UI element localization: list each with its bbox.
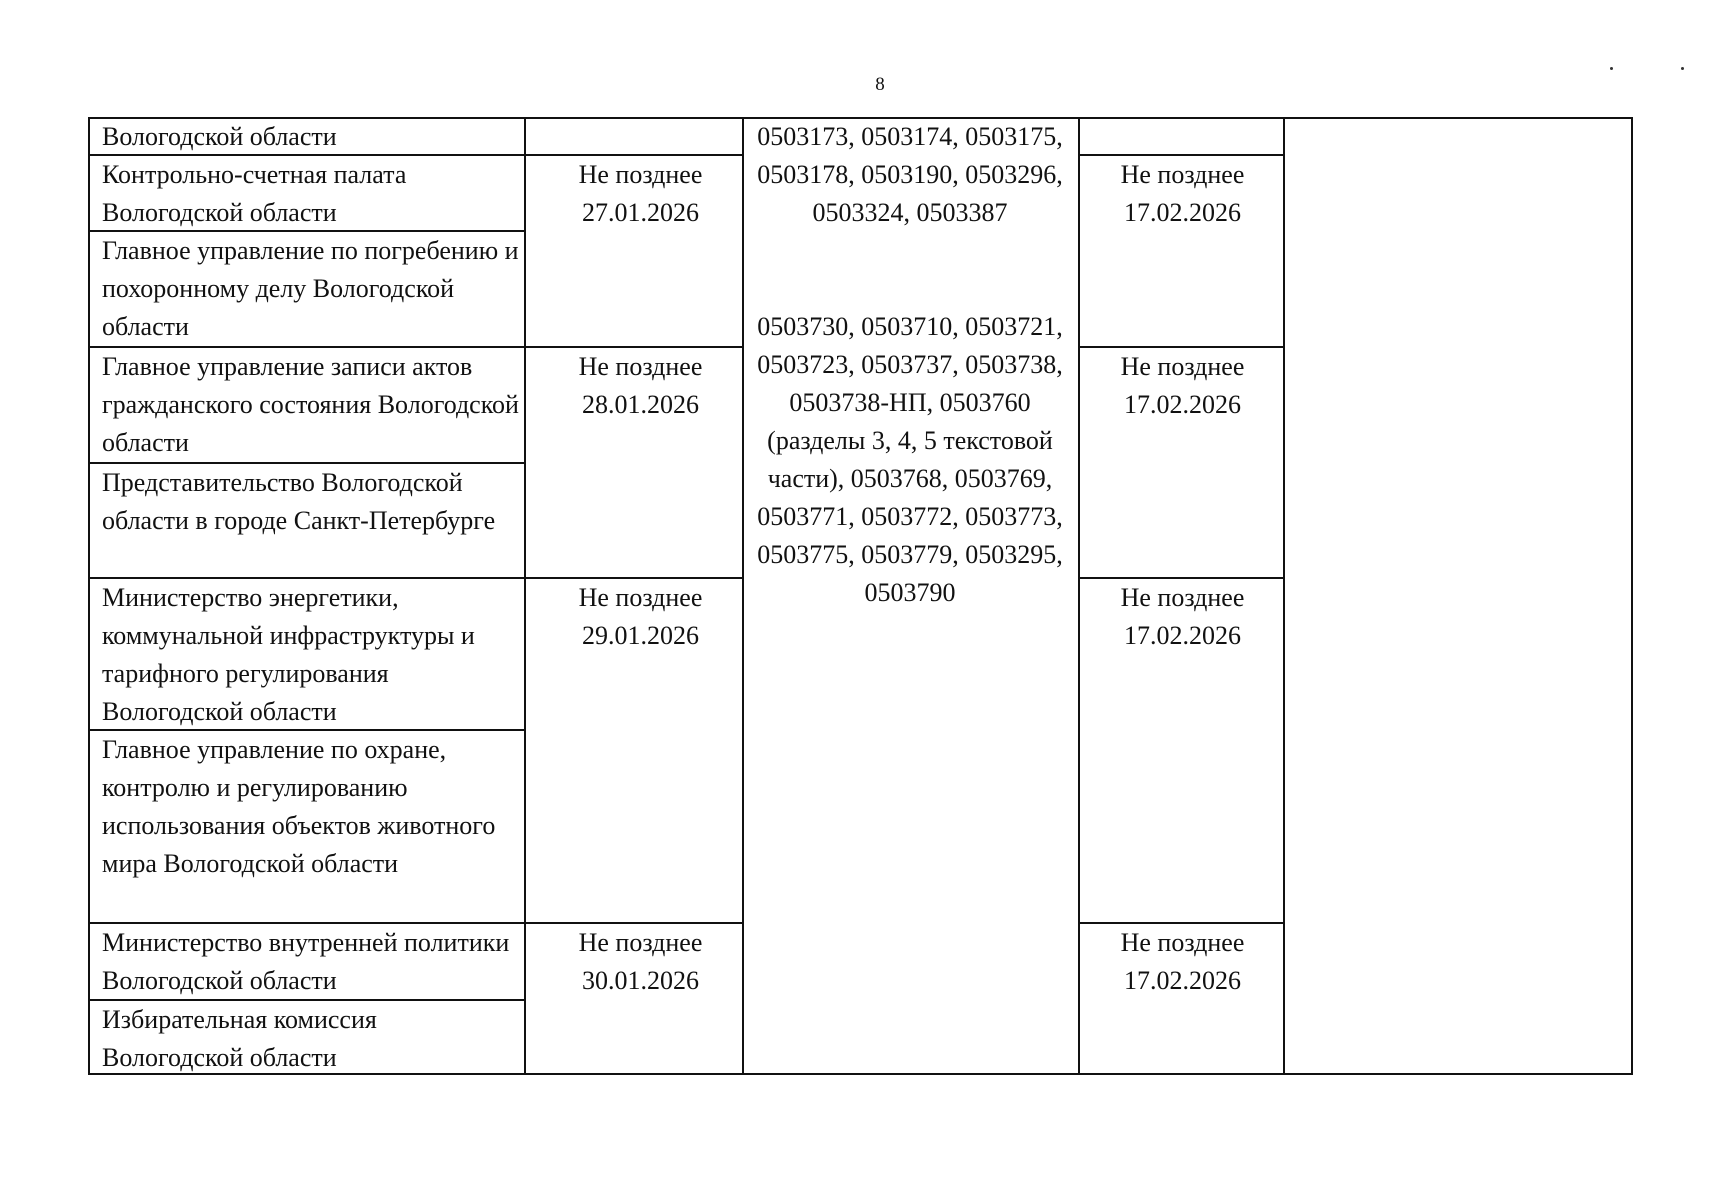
column-divider <box>742 117 744 1075</box>
deadlines-table <box>88 117 1633 1075</box>
organization-name: Главное управление по погребению и похоронному делу Вологодской области <box>102 236 519 341</box>
review-deadline: Не позднее 17.02.2026 <box>1120 352 1245 419</box>
organization-name: Главное управление по охране, контролю и регулированию использования объектов животного мира Вологодской области <box>102 735 496 878</box>
organization-name: Контрольно-счетная палата Вологодской области <box>102 160 407 227</box>
review-deadline: Не позднее 17.02.2026 <box>1120 583 1245 650</box>
column-divider <box>524 117 526 1075</box>
organization-name: Представительство Вологодской области в городе Санкт-Петербурге <box>102 468 496 535</box>
organization-name: Вологодской области <box>102 122 337 151</box>
report-forms-list: 0503730, 0503710, 0503721, 0503723, 0503737, 0503738, 0503738-НП, 0503760 (разделы 3, 4, 5 текстовой части), 0503768, 0503769, 0503771, 0503772, 0503773, 0503775, 0503779, 0503295, 0503790 <box>757 312 1063 607</box>
column-divider <box>1283 117 1285 1075</box>
organization-name: Главное управление записи актов гражданского состояния Вологодской области <box>102 352 519 457</box>
submission-deadline: Не позднее 29.01.2026 <box>578 583 703 650</box>
submission-deadline: Не позднее 28.01.2026 <box>578 352 703 419</box>
submission-deadline: Не позднее 30.01.2026 <box>578 928 703 995</box>
report-forms-list: 0503173, 0503174, 0503175, 0503178, 0503190, 0503296, 0503324, 0503387 <box>757 122 1063 227</box>
column-divider <box>1078 117 1080 1075</box>
review-deadline: Не позднее 17.02.2026 <box>1120 160 1245 227</box>
submission-deadline: Не позднее 27.01.2026 <box>578 160 703 227</box>
scan-speck <box>1681 67 1684 70</box>
organization-name: Министерство внутренней политики Вологодской области <box>102 928 510 995</box>
table-border-right <box>1631 117 1633 1075</box>
scan-speck <box>1610 67 1613 70</box>
organization-name: Министерство энергетики, коммунальной инфраструктуры и тарифного регулирования Вологодской области <box>102 583 475 726</box>
organization-name: Избирательная комиссия Вологодской области <box>102 1005 377 1072</box>
page-number: 8 <box>875 74 885 95</box>
review-deadline: Не позднее 17.02.2026 <box>1120 928 1245 995</box>
